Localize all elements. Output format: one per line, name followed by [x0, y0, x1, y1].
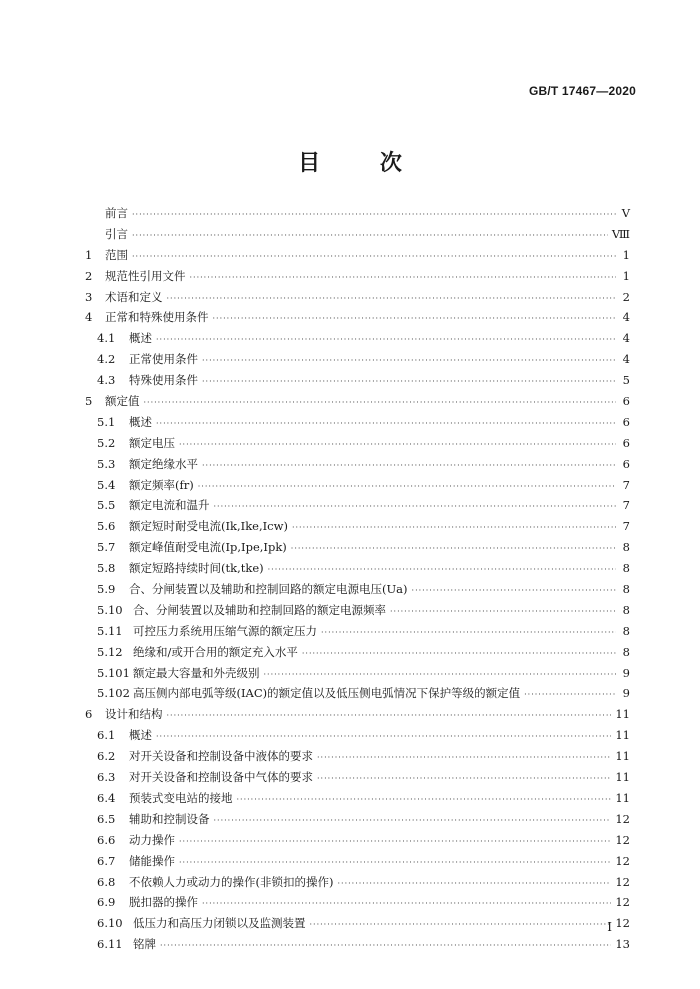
- toc-leader-dots: [156, 732, 611, 741]
- toc-entry-number: 4.3: [97, 373, 116, 388]
- toc-leader-dots: [214, 816, 612, 825]
- toc-entry-page: 11: [615, 770, 630, 785]
- toc-entry-number: 5.4: [97, 477, 116, 492]
- toc-leader-dots: [179, 440, 616, 449]
- toc-entry-page: 7: [622, 498, 630, 513]
- toc-entry[interactable]: [85, 309, 630, 330]
- toc-entry-page: 7: [622, 519, 630, 534]
- toc-entry-page: 9: [622, 686, 630, 701]
- toc-entry-page: V: [621, 206, 630, 220]
- toc-entry[interactable]: [85, 685, 630, 706]
- toc-entry-page: 8: [622, 561, 630, 576]
- toc-leader-dots: [291, 544, 616, 553]
- toc-leader-dots: [390, 607, 616, 616]
- toc-entry[interactable]: [85, 874, 630, 895]
- toc-entry[interactable]: [85, 330, 630, 351]
- toc-entry[interactable]: [85, 706, 630, 727]
- toc-entry-number: 4.2: [97, 352, 116, 367]
- toc-entry-number: 6.4: [97, 790, 116, 805]
- toc-entry-number: 5.3: [97, 456, 116, 471]
- toc-entry-title: 对开关设备和控制设备中液体的要求: [129, 749, 313, 764]
- toc-entry-title: 储能操作: [129, 853, 175, 868]
- toc-entry-page: 9: [622, 665, 630, 680]
- toc-entry[interactable]: [85, 769, 630, 790]
- toc-entry-title: 额定短时耐受电流(Ik,Ike,Icw): [129, 519, 288, 534]
- toc-entry-title: 额定短路持续时间(tk,tke): [129, 561, 264, 576]
- toc-entry[interactable]: [85, 205, 630, 226]
- toc-leader-dots: [202, 377, 616, 386]
- toc-entry-title: 可控压力系统用压缩气源的额定压力: [133, 623, 317, 638]
- toc-leader-dots: [412, 586, 616, 595]
- toc-entry-title: 额定最大容量和外壳级别: [133, 665, 260, 680]
- toc-entry-page: 12: [615, 832, 630, 847]
- toc-entry-page: 11: [615, 728, 630, 743]
- toc-leader-dots: [167, 711, 612, 720]
- toc-entry-page: 11: [615, 790, 630, 805]
- toc-entry-number: 6.5: [97, 811, 116, 826]
- toc-entry[interactable]: [85, 247, 630, 268]
- toc-entry[interactable]: [85, 518, 630, 539]
- toc-entry-title: 特殊使用条件: [129, 373, 198, 388]
- toc-entry-page: 1: [622, 268, 630, 283]
- toc-entry-title: 额定电流和温升: [129, 498, 210, 513]
- toc-entry[interactable]: [85, 268, 630, 289]
- toc-entry[interactable]: [85, 393, 630, 414]
- toc-entry[interactable]: [85, 936, 630, 957]
- toc-entry-number: 5.2: [97, 435, 116, 450]
- toc-entry[interactable]: [85, 560, 630, 581]
- standard-code: GB/T 17467—2020: [528, 84, 636, 98]
- toc-entry[interactable]: [85, 748, 630, 769]
- toc-leader-dots: [268, 565, 616, 574]
- toc-entry-number: 5.11: [97, 623, 123, 638]
- toc-entry-title: 铭牌: [133, 937, 156, 952]
- toc-entry[interactable]: [85, 790, 630, 811]
- toc-entry[interactable]: [85, 727, 630, 748]
- toc-entry-page: 8: [622, 540, 630, 555]
- table-of-contents: [85, 205, 630, 957]
- toc-entry-title: 规范性引用文件: [105, 268, 186, 283]
- toc-entry[interactable]: [85, 581, 630, 602]
- toc-entry-number: 5: [85, 394, 93, 409]
- toc-entry-title: 合、分闸装置以及辅助和控制回路的额定电源电压(Ua): [129, 582, 408, 597]
- toc-entry-number: 5.101: [97, 665, 130, 680]
- toc-entry-number: 5.12: [97, 644, 123, 659]
- toc-entry[interactable]: [85, 414, 630, 435]
- toc-entry-page: 4: [622, 352, 630, 367]
- toc-entry-title: 范围: [105, 247, 128, 262]
- toc-entry-title: 额定值: [105, 394, 140, 409]
- toc-entry-number: 6.9: [97, 895, 116, 910]
- toc-entry[interactable]: [85, 623, 630, 644]
- toc-entry-page: 5: [622, 373, 630, 388]
- toc-entry[interactable]: [85, 811, 630, 832]
- toc-entry-number: 6.6: [97, 832, 116, 847]
- toc-entry-title: 正常使用条件: [129, 352, 198, 367]
- toc-entry-title: 预装式变电站的接地: [129, 790, 233, 805]
- toc-entry-page: 11: [615, 707, 630, 722]
- toc-entry-title: 正常和特殊使用条件: [105, 310, 209, 325]
- toc-entry-title: 合、分闸装置以及辅助和控制回路的额定电源频率: [133, 602, 386, 617]
- toc-entry-number: 5.10: [97, 602, 123, 617]
- toc-entry-page: 13: [615, 937, 630, 952]
- toc-leader-dots: [132, 252, 616, 261]
- toc-leader-dots: [144, 398, 617, 407]
- toc-entry-title: 不依赖人力或动力的操作(非锁扣的操作): [129, 874, 334, 889]
- toc-entry-title: 额定电压: [129, 435, 175, 450]
- toc-entry-number: 1: [85, 247, 93, 262]
- toc-entry-page: 2: [622, 289, 630, 304]
- toc-entry-page: 12: [615, 895, 630, 910]
- toc-entry-page: 11: [615, 749, 630, 764]
- page-number: I: [607, 920, 612, 934]
- toc-entry[interactable]: [85, 226, 630, 247]
- toc-leader-dots: [198, 482, 616, 491]
- toc-entry-title: 设计和结构: [105, 707, 163, 722]
- toc-entry-page: 8: [622, 582, 630, 597]
- toc-leader-dots: [202, 461, 616, 470]
- toc-entry-number: 3: [85, 289, 93, 304]
- toc-entry[interactable]: [85, 497, 630, 518]
- toc-entry-number: 5.102: [97, 686, 130, 701]
- toc-entry-title: 绝缘和/或开合用的额定充入水平: [133, 644, 298, 659]
- toc-entry-page: 4: [622, 331, 630, 346]
- toc-leader-dots: [132, 231, 608, 240]
- toc-entry-number: 6.7: [97, 853, 116, 868]
- toc-entry-number: 4.1: [97, 331, 116, 346]
- toc-entry-page: 12: [615, 811, 630, 826]
- toc-entry-page: 6: [622, 394, 630, 409]
- toc-entry-number: 5.6: [97, 519, 116, 534]
- toc-leader-dots: [132, 210, 616, 219]
- toc-entry-number: 6.11: [97, 937, 123, 952]
- toc-entry-title: 辅助和控制设备: [129, 811, 210, 826]
- toc-entry-title: 概述: [129, 414, 152, 429]
- toc-entry[interactable]: [85, 894, 630, 915]
- toc-entry-number: 5.7: [97, 540, 116, 555]
- toc-leader-dots: [292, 523, 616, 532]
- toc-entry[interactable]: [85, 456, 630, 477]
- toc-entry[interactable]: [85, 832, 630, 853]
- toc-leader-dots: [156, 419, 616, 428]
- toc-leader-dots: [202, 899, 611, 908]
- toc-entry-number: 5.5: [97, 498, 116, 513]
- toc-leader-dots: [213, 314, 617, 323]
- toc-entry-page: 7: [622, 477, 630, 492]
- toc-entry[interactable]: [85, 435, 630, 456]
- toc-entry-title: 概述: [129, 331, 152, 346]
- toc-leader-dots: [317, 753, 611, 762]
- toc-entry-page: 12: [615, 853, 630, 868]
- toc-leader-dots: [524, 690, 616, 699]
- toc-entry-title: 术语和定义: [105, 289, 163, 304]
- toc-entry-number: 6.3: [97, 770, 116, 785]
- toc-entry-number: 6: [85, 707, 93, 722]
- toc-entry[interactable]: [85, 644, 630, 665]
- toc-entry-page: 12: [615, 874, 630, 889]
- toc-entry-title: 引言: [105, 226, 128, 241]
- toc-leader-dots: [321, 628, 616, 637]
- toc-entry-title: 低压力和高压力闭锁以及监测装置: [133, 916, 306, 931]
- toc-leader-dots: [214, 502, 617, 511]
- toc-entry-number: 6.1: [97, 728, 116, 743]
- toc-leader-dots: [179, 837, 611, 846]
- toc-entry[interactable]: [85, 289, 630, 310]
- toc-entry-page: 8: [622, 602, 630, 617]
- toc-leader-dots: [160, 941, 611, 950]
- toc-entry-page: 12: [615, 916, 630, 931]
- toc-entry-page: 4: [622, 310, 630, 325]
- toc-leader-dots: [190, 273, 617, 282]
- toc-entry-title: 对开关设备和控制设备中气体的要求: [129, 770, 313, 785]
- toc-entry-page: 6: [622, 414, 630, 429]
- toc-entry[interactable]: [85, 853, 630, 874]
- page-title: 目 次: [298, 150, 428, 176]
- toc-entry-title: 动力操作: [129, 832, 175, 847]
- toc-entry-number: 5.8: [97, 561, 116, 576]
- toc-entry[interactable]: [85, 351, 630, 372]
- toc-entry-number: 5.1: [97, 414, 116, 429]
- toc-entry-number: 4: [85, 310, 93, 325]
- toc-entry-number: 6.2: [97, 749, 116, 764]
- toc-entry-title: 高压侧内部电弧等级(IAC)的额定值以及低压侧电弧情况下保护等级的额定值: [133, 686, 521, 701]
- toc-entry[interactable]: [85, 372, 630, 393]
- toc-entry-title: 脱扣器的操作: [129, 895, 198, 910]
- toc-entry-number: 2: [85, 268, 93, 283]
- toc-entry-title: 概述: [129, 728, 152, 743]
- toc-leader-dots: [179, 858, 611, 867]
- toc-entry-page: Ⅷ: [611, 226, 630, 241]
- toc-entry-page: 6: [622, 456, 630, 471]
- toc-entry-number: 6.10: [97, 916, 123, 931]
- toc-entry-title: 前言: [105, 206, 128, 220]
- toc-entry[interactable]: [85, 915, 630, 936]
- toc-entry-title: 额定绝缘水平: [129, 456, 198, 471]
- toc-leader-dots: [167, 294, 617, 303]
- toc-entry-page: 8: [622, 623, 630, 638]
- toc-leader-dots: [264, 670, 617, 679]
- toc-entry-number: 6.8: [97, 874, 116, 889]
- toc-entry[interactable]: [85, 602, 630, 623]
- toc-entry-number: 5.9: [97, 582, 116, 597]
- toc-entry[interactable]: [85, 665, 630, 686]
- toc-entry-title: 额定峰值耐受电流(Ip,Ipe,Ipk): [129, 540, 287, 555]
- toc-leader-dots: [337, 879, 611, 888]
- toc-leader-dots: [156, 335, 616, 344]
- toc-leader-dots: [237, 795, 612, 804]
- toc-entry-page: 6: [622, 435, 630, 450]
- toc-entry-title: 额定频率(fr): [129, 477, 194, 492]
- toc-entry[interactable]: [85, 539, 630, 560]
- toc-leader-dots: [202, 356, 616, 365]
- toc-entry[interactable]: [85, 477, 630, 498]
- toc-leader-dots: [317, 774, 611, 783]
- toc-leader-dots: [310, 920, 612, 929]
- toc-entry-page: 1: [622, 247, 630, 262]
- toc-leader-dots: [302, 649, 616, 658]
- toc-entry-page: 8: [622, 644, 630, 659]
